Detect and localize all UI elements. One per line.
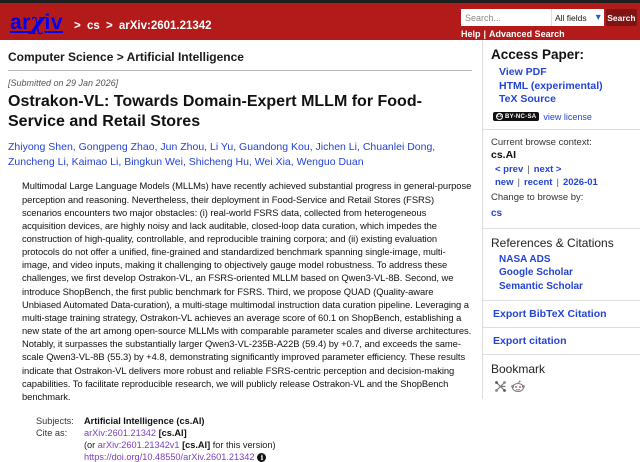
semantic-scholar-link[interactable]: Semantic Scholar — [499, 280, 583, 292]
abstract-text: Multimodal Large Language Models (MLLMs) have recently achieved substantial progress in general-purpose perception and reasoning. Nevertheless, their deployment in Food-Service and Retail Stores (FSRS) scenarios encounters two major obstacles: (i) real-world FSRS data, collected from heterogeneous acquisition devices, are highly noisy and lack auditable, closed-loop data curation, which impedes the construction of high-quality, controllable, and reproducible training corpora; and (ii) existing evaluation protocols do not offer a unified, fine-grained and standardized benchmark spanning single-image, multi-image, and video inputs, making it challenging to objectively gauge model robustness. To address these challenges, we first develop Ostrakon-VL, an FSRS-oriented MLLM based on Qwen3-VL-8B. Second, we introduce ShopBench, the first public benchmark for FSRS. Third, we propose QUAD (Quality-aware Unbiased Automated Data-curation), a multi-stage multimodal instruction data curation pipeline. Leveraging a multi-stage training strategy, Ostrakon-VL achieves an average score of 60.1 on ShopBench, establishing a new state of the art among open-source MLLMs with comparable parameter scales and diverse architectures. Notably, it surpasses the substantially larger Qwen3-VL-235B-A22B (59.4) by +0.7, and exceeds the same-scale Qwen3-VL-8B (55.3) by +4.8, demonstrating significantly improved parameter efficiency. These results indicate that Ostrakon-VL delivers more robust and reliable FSRS-centric perception and decision-making capabilities. To facilitate reproducible research, we will publicly release Ostrakon-VL and the ShopBench benchmark. — [22, 180, 472, 402]
browse-recent-link[interactable]: recent — [523, 176, 553, 188]
change-browse-label: Change to browse by: — [491, 191, 584, 203]
view-license-link[interactable]: view license — [543, 111, 592, 122]
export-citation-link[interactable]: Export citation — [493, 335, 567, 348]
author-link[interactable]: Bingkun Wei , — [124, 156, 189, 168]
cc-icon: cc — [497, 113, 504, 120]
author-link[interactable]: Wenguo Duan — [296, 156, 364, 169]
author-link[interactable]: Li Yu , — [210, 141, 239, 153]
next-paper-link[interactable]: next > — [533, 163, 562, 175]
breadcrumb-paper-id: arXiv:2601.21342 — [118, 20, 212, 32]
arxiv-logo[interactable] — [10, 8, 63, 35]
google-scholar-link[interactable]: Google Scholar — [499, 267, 573, 279]
references-citations-heading: References & Citations — [491, 235, 614, 250]
search-input[interactable] — [461, 9, 551, 26]
submission-date: [Submitted on 29 Jan 2026] — [8, 78, 119, 88]
browse-cs-link[interactable]: cs — [491, 207, 503, 219]
divider — [483, 129, 640, 130]
cc-license-badge: cc BY-NC-SA — [493, 112, 539, 121]
subjects-label: Subjects: — [36, 416, 74, 427]
cite-as-label: Cite as: — [36, 428, 68, 439]
abstract-page-main — [0, 40, 482, 462]
view-pdf-link[interactable]: View PDF — [499, 66, 547, 78]
doi-link[interactable]: https://doi.org/10.48550/arXiv.2601.21342 — [84, 452, 255, 462]
logo-text: iv — [44, 11, 64, 34]
help-link[interactable]: Help — [461, 29, 481, 39]
breadcrumb-cs-link[interactable]: cs — [86, 20, 100, 32]
divider — [483, 327, 640, 328]
breadcrumb: > cs > arXiv:2601.21342 — [74, 20, 212, 32]
author-link[interactable]: Jun Zhou , — [160, 141, 210, 153]
html-experimental-link[interactable]: HTML (experimental) — [499, 79, 603, 92]
logo-chi: χ — [29, 8, 46, 35]
author-link[interactable]: Wei Xia , — [255, 156, 297, 168]
author-link[interactable]: Chuanlei Dong , — [363, 141, 435, 153]
divider — [483, 228, 640, 229]
chevron-down-icon: ▾ — [595, 11, 601, 23]
author-link[interactable]: Guandong Kou , — [239, 141, 316, 153]
browse-context-value: cs.AI — [491, 148, 517, 161]
browse-new-link[interactable]: new — [495, 176, 514, 188]
author-link[interactable]: Jichen Li , — [316, 141, 363, 153]
paper-metadata: Subjects: Artificial Intelligence (cs.AI) Cite as: arXiv:2601.21342 [cs.AI] (or arXiv:2601.21342v1 [cs.AI] for this version) https://doi.org/10.48550/arXiv.2601.21342 i — [36, 416, 276, 462]
author-link[interactable]: Shicheng Hu , — [189, 156, 255, 168]
arxiv-header: ar χ iv > cs > arXiv:2601.21342 Search... All fields ▾ Search Help | Advanced Search — [0, 3, 640, 40]
version-class: [cs.AI] — [182, 440, 211, 451]
divider — [483, 300, 640, 301]
logo-text: ar — [10, 11, 31, 34]
nasa-ads-link[interactable]: NASA ADS — [499, 253, 551, 265]
subjects-value: Artificial Intelligence (cs.AI) — [84, 416, 205, 427]
divider — [483, 354, 640, 355]
author-link[interactable]: Zhiyong Shen , — [8, 141, 79, 153]
author-link[interactable]: Gongpeng Zhao , — [79, 141, 161, 153]
access-paper-heading: Access Paper: — [491, 47, 585, 62]
search-button[interactable]: Search — [606, 9, 637, 26]
paper-title: Ostrakon-VL: Towards Domain-Expert MLLM for Food-Service and Retail Stores — [8, 93, 422, 131]
export-bibtex-link[interactable]: Export BibTeX Citation — [493, 308, 607, 321]
search-scope-value: All fields — [555, 12, 587, 23]
author-link[interactable]: Kaimao Li , — [72, 156, 125, 168]
extra-services-sidebar: Access Paper: View PDF HTML (experimental) TeX Source cc BY-NC-SA view license Current browse context: cs.AI < prev | next > new | recent | 2026-01 Change to browse by: cs References & Citations NASA ADS Google Scholar Semantic Scholar Export BibTeX Citation Export citation Bookmark — [482, 40, 640, 399]
reddit-icon[interactable] — [511, 379, 525, 393]
tex-source-link[interactable]: TeX Source — [499, 93, 556, 106]
info-icon[interactable]: i — [257, 453, 266, 462]
subject-breadcrumb: Computer Science > Artificial Intelligence — [8, 46, 472, 71]
cite-arxiv-link[interactable]: arXiv:2601.21342 — [84, 428, 157, 439]
cite-class: [cs.AI] — [158, 428, 187, 439]
bookmark-heading: Bookmark — [491, 362, 546, 377]
bibsonomy-icon[interactable] — [493, 379, 507, 393]
version-link[interactable]: arXiv:2601.21342v1 — [97, 440, 180, 451]
search-scope-select[interactable] — [551, 9, 604, 26]
browse-month-link[interactable]: 2026-01 — [562, 176, 598, 188]
prev-paper-link[interactable]: < prev — [495, 163, 524, 175]
author-list — [8, 140, 472, 170]
browse-context-label: Current browse context: — [491, 136, 592, 148]
advanced-search-link[interactable]: Advanced Search — [489, 29, 565, 39]
author-link[interactable]: Zuncheng Li , — [8, 156, 72, 168]
